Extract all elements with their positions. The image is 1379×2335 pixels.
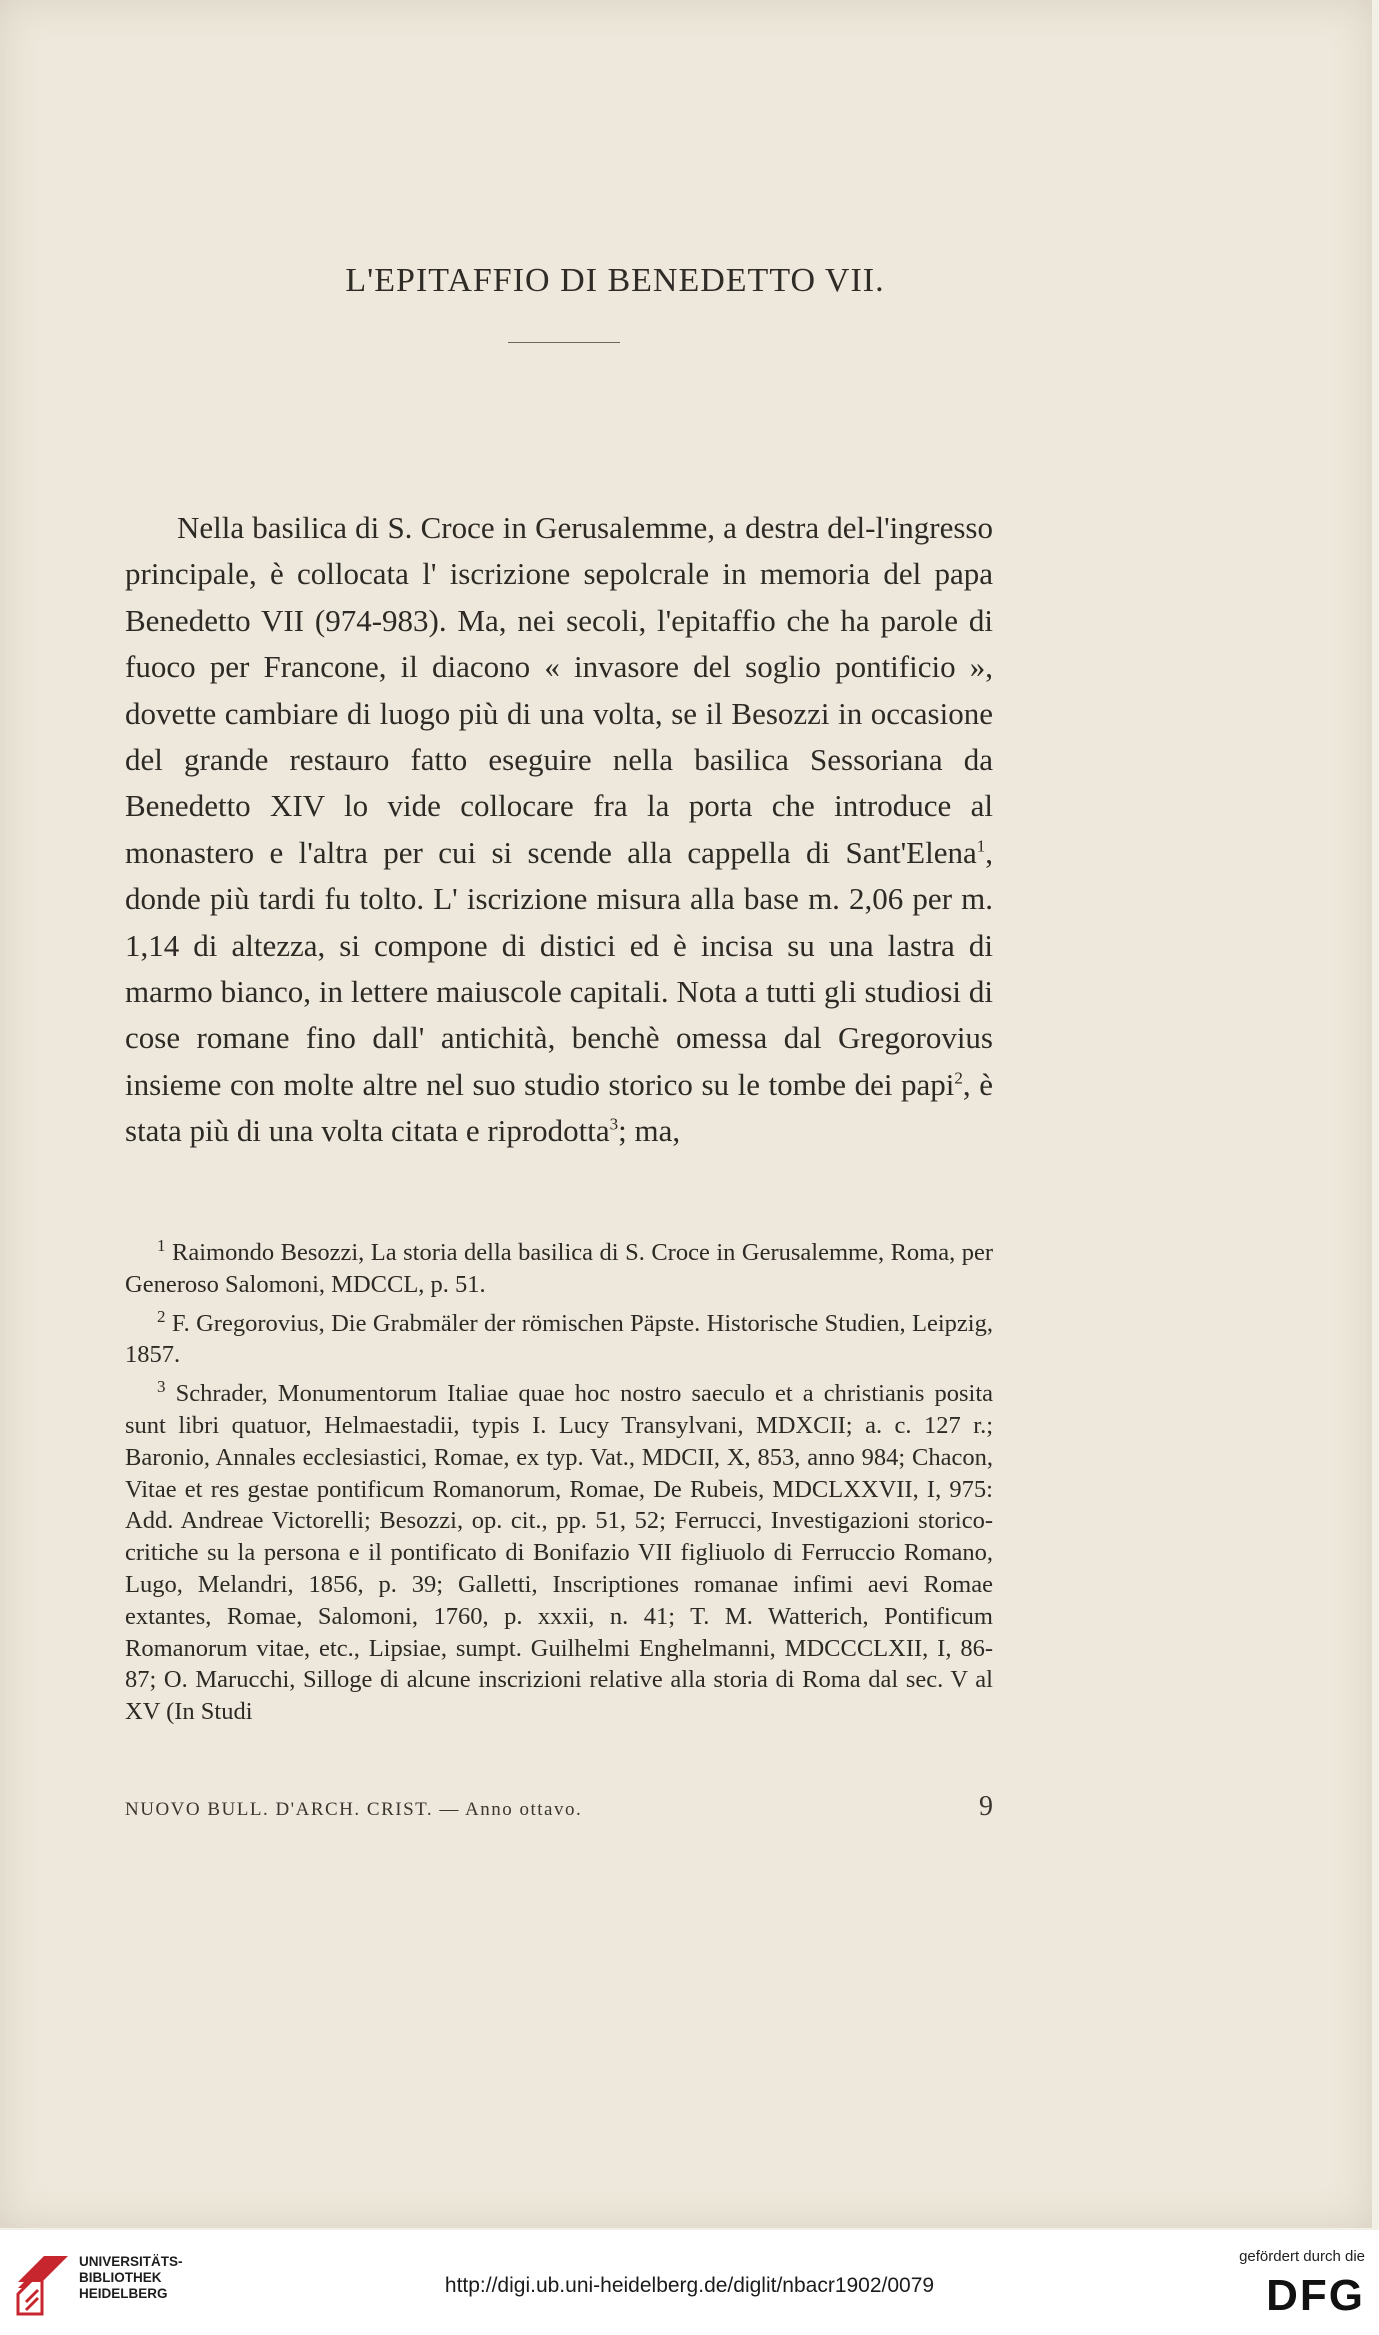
footnotes <box>125 1237 993 1735</box>
footnote-ref-1[interactable]: 1 <box>976 836 986 856</box>
library-name-line: BIBLIOTHEK <box>79 2270 162 2285</box>
footnote-number: 2 <box>157 1306 166 1326</box>
footnote-text: Schrader, Monumentorum Italiae quae hoc nostro saeculo et a christianis posita sunt libri quatuor, Helmaestadii, typis I. Lucy Transylvani, MDXCII; a. c. 127 r.; Baronio, Annales ecclesiastici, Romae, ex typ. Vat., MDCII, X, 853, anno 984; Chacon, Vitae et res gestae pontificum Romanorum, Romae, De Rubeis, MDCLXXVII, I, 975: Add. Andreae Victorelli; Besozzi, op. cit., pp. 51, 52; Ferrucci, Investigazioni storico-critiche su la persona e il pontificato di Bonifazio VII figliuolo di Ferruccio Romano, Lugo, Melandri, 1856, p. 39; Galletti, Inscriptiones romanae infimi aevi Romae extantes, Romae, Salomoni, 1760, p. xxxii, n. 41; T. M. Watterich, Pontificum Romanorum vitae, etc., Lipsiae, sumpt. Guilhelmi Enghelmanni, MDCCCLXII, I, 86-87; O. Marucchi, Silloge di alcune inscrizioni relative alla storia di Roma dal sec. V al XV (In Studi <box>125 1380 994 1726</box>
page-number: 9 <box>979 1791 993 1822</box>
footnote <box>125 1237 993 1301</box>
library-name-line: UNIVERSITÄTS- <box>79 2254 183 2269</box>
title-rule <box>508 342 620 343</box>
footnote-text: F. Gregorovius, Die Grabmäler der römischen Päpste. Historische Studien, Leipzig, 1857. <box>125 1309 993 1369</box>
page-footer <box>125 1791 993 1823</box>
footnote-ref-2[interactable]: 2 <box>954 1068 963 1088</box>
page-title: L'EPITAFFIO DI BENEDETTO VII. <box>345 262 885 299</box>
paragraph-text: ; ma, <box>618 1113 681 1149</box>
footnote-text: Raimondo Besozzi, La storia della basilica di S. Croce in Gerusalemme, Roma, per Generoso Salomoni, MDCCL, p. 51. <box>125 1239 994 1298</box>
footnote-ref-3[interactable]: 3 <box>609 1114 619 1134</box>
running-footer: NUOVO BULL. D'ARCH. CRIST. — Anno ottavo. <box>125 1799 583 1820</box>
dfg-logo[interactable]: DFG <box>1266 2271 1365 2320</box>
paragraph-text: , donde più tardi fu tolto. L' iscrizione misura alla base m. 2,06 per m. 1,14 di altezza, si compone di distici ed è incisa su una lastra di marmo bianco, in lettere maiuscole capitali. Nota a tutti gli studiosi di cose romane fino dall' antichità, benchè omessa dal Gregorovius insieme con molte altre nel suo studio storico su le tombe dei papi <box>125 834 993 1102</box>
paragraph-text: Nella basilica di S. Croce in Gerusalemme, a destra del-l'ingresso principale, è collocata l' iscrizione sepolcrale in memoria del papa Benedetto VII (974-983). Ma, nei secoli, l'epitaffio che ha parole di fuoco per Francone, il diacono « invasore del soglio pontificio », dovette cambiare di luogo più di una volta, se il Besozzi in occasione del grande restauro fatto eseguire nella basilica Sessoriana da Benedetto XIV lo vide collocare fra la porta che introduce al monastero e l'altra per cui si scende alla cappella di Sant'Elena <box>125 510 993 870</box>
footnote <box>125 1308 993 1372</box>
paragraph-text: , è stata più di una volta citata e riprodotta <box>125 1066 993 1149</box>
paragraph <box>125 505 993 1155</box>
viewer-bottom-bar <box>0 2230 1379 2335</box>
body-text <box>125 505 993 1155</box>
footnote-number: 3 <box>157 1377 166 1397</box>
footnote <box>125 1378 993 1728</box>
sponsor-label: gefördert durch die <box>1239 2248 1365 2265</box>
footnote-number: 1 <box>157 1235 166 1255</box>
source-url-link[interactable]: http://digi.ub.uni-heidelberg.de/diglit/nbacr1902/0079 <box>444 2274 935 2297</box>
library-name-line: HEIDELBERG <box>79 2286 168 2301</box>
